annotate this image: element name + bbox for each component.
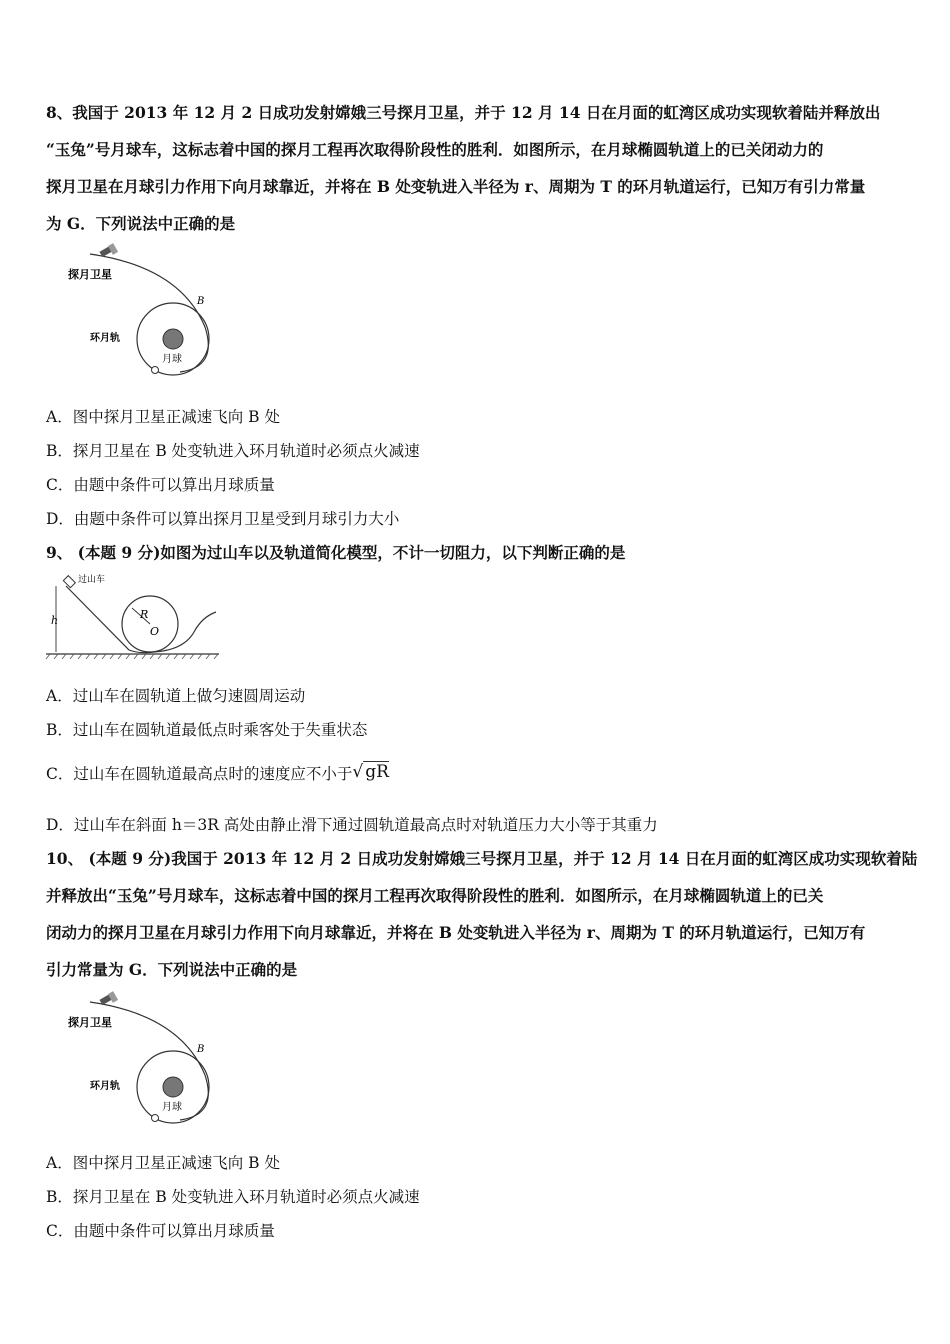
- q8-text-line-4: 为 G．下列说法中正确的是: [46, 214, 236, 233]
- q10-orbit-figure: [60, 990, 230, 1130]
- q10-small-satellite: [152, 1115, 159, 1122]
- q10-satellite-icon: [99, 991, 118, 1005]
- q9-option-d: D．过山车在斜面 h＝3R 高处由静止滑下通过圆轨道最高点时对轨道压力大小等于其重力: [46, 816, 658, 834]
- q10-text-line-2: 并释放出“玉兔”号月球车，这标志着中国的探月工程再次取得阶段性的胜利．如图所示，在月球椭圆轨道上的已关: [46, 886, 824, 905]
- q9-option-c-text: C．过山车在圆轨道最高点时的速度应不小于: [46, 765, 353, 783]
- q10-point-b-label: B: [197, 1044, 205, 1055]
- q8-moon-label: 月球: [162, 354, 182, 365]
- q8-moon: [163, 329, 183, 349]
- q9-option-c: [46, 762, 389, 784]
- q10-text-line-1: 10、 (本题 9 分)我国于 2013 年 12 月 2 日成功发射嫦娥三号探月卫星，并于 12 月 14 日在月面的虹湾区成功实现软着陆: [46, 849, 918, 868]
- sqrt-symbol: √ gR: [352, 762, 389, 782]
- q8-satellite-icon: [99, 243, 118, 257]
- q9-r-label: R: [140, 608, 149, 621]
- q9-text-line: 9、 (本题 9 分)如图为过山车以及轨道简化模型，不计一切阻力，以下判断正确的是: [46, 543, 626, 562]
- q8-small-satellite: [152, 367, 159, 374]
- q10-text-line-3: 闭动力的探月卫星在月球引力作用下向月球靠近，并将在 B 处变轨进入半径为 r、周期为 T 的环月轨道运行，已知万有: [46, 923, 866, 942]
- q9-o-label: O: [150, 625, 160, 638]
- q10-text-line-4: 引力常量为 G．下列说法中正确的是: [46, 960, 298, 979]
- q8-option-a: A．图中探月卫星正减速飞向 B 处: [46, 408, 280, 426]
- q8-option-c: C．由题中条件可以算出月球质量: [46, 476, 275, 494]
- q10-option-a: A．图中探月卫星正减速飞向 B 处: [46, 1154, 280, 1172]
- q9-option-b: B．过山车在圆轨道最低点时乘客处于失重状态: [46, 721, 368, 739]
- q10-moon: [163, 1077, 183, 1097]
- q9-ground-hatch: [46, 654, 218, 659]
- q10-option-c: C．由题中条件可以算出月球质量: [46, 1222, 275, 1240]
- q8-orbit-label: 环月轨: [90, 333, 120, 344]
- q9-rollercoaster-figure: [44, 572, 224, 662]
- q10-satellite-label: 探月卫星: [68, 1016, 112, 1029]
- q8-text-line-1: 8、我国于 2013 年 12 月 2 日成功发射嫦娥三号探月卫星，并于 12 月 14 日在月面的虹湾区成功实现软着陆并释放出: [46, 103, 881, 122]
- q8-satellite-label: 探月卫星: [68, 268, 112, 281]
- sqrt-radicand: gR: [365, 762, 389, 782]
- q8-point-b-label: B: [197, 296, 205, 307]
- q10-moon-label: 月球: [162, 1102, 182, 1113]
- q9-option-a: A．过山车在圆轨道上做匀速圆周运动: [46, 687, 306, 705]
- q10-orbit-label: 环月轨: [90, 1081, 120, 1092]
- q8-orbit-figure: [60, 242, 230, 382]
- q10-option-b: B．探月卫星在 B 处变轨进入环月轨道时必须点火减速: [46, 1188, 420, 1206]
- q9-car-icon: [63, 576, 75, 588]
- q8-option-d: D．由题中条件可以算出探月卫星受到月球引力大小: [46, 510, 400, 528]
- q8-text-line-3: 探月卫星在月球引力作用下向月球靠近，并将在 B 处变轨进入半径为 r、周期为 T 的环月轨道运行，已知万有引力常量: [46, 177, 866, 196]
- q9-h-label: h: [51, 614, 59, 627]
- q8-text-line-2: “玉兔”号月球车，这标志着中国的探月工程再次取得阶段性的胜利．如图所示，在月球椭圆轨道上的已关闭动力的: [46, 140, 824, 159]
- q8-option-b: B．探月卫星在 B 处变轨进入环月轨道时必须点火减速: [46, 442, 420, 460]
- q9-car-label: 过山车: [78, 575, 106, 585]
